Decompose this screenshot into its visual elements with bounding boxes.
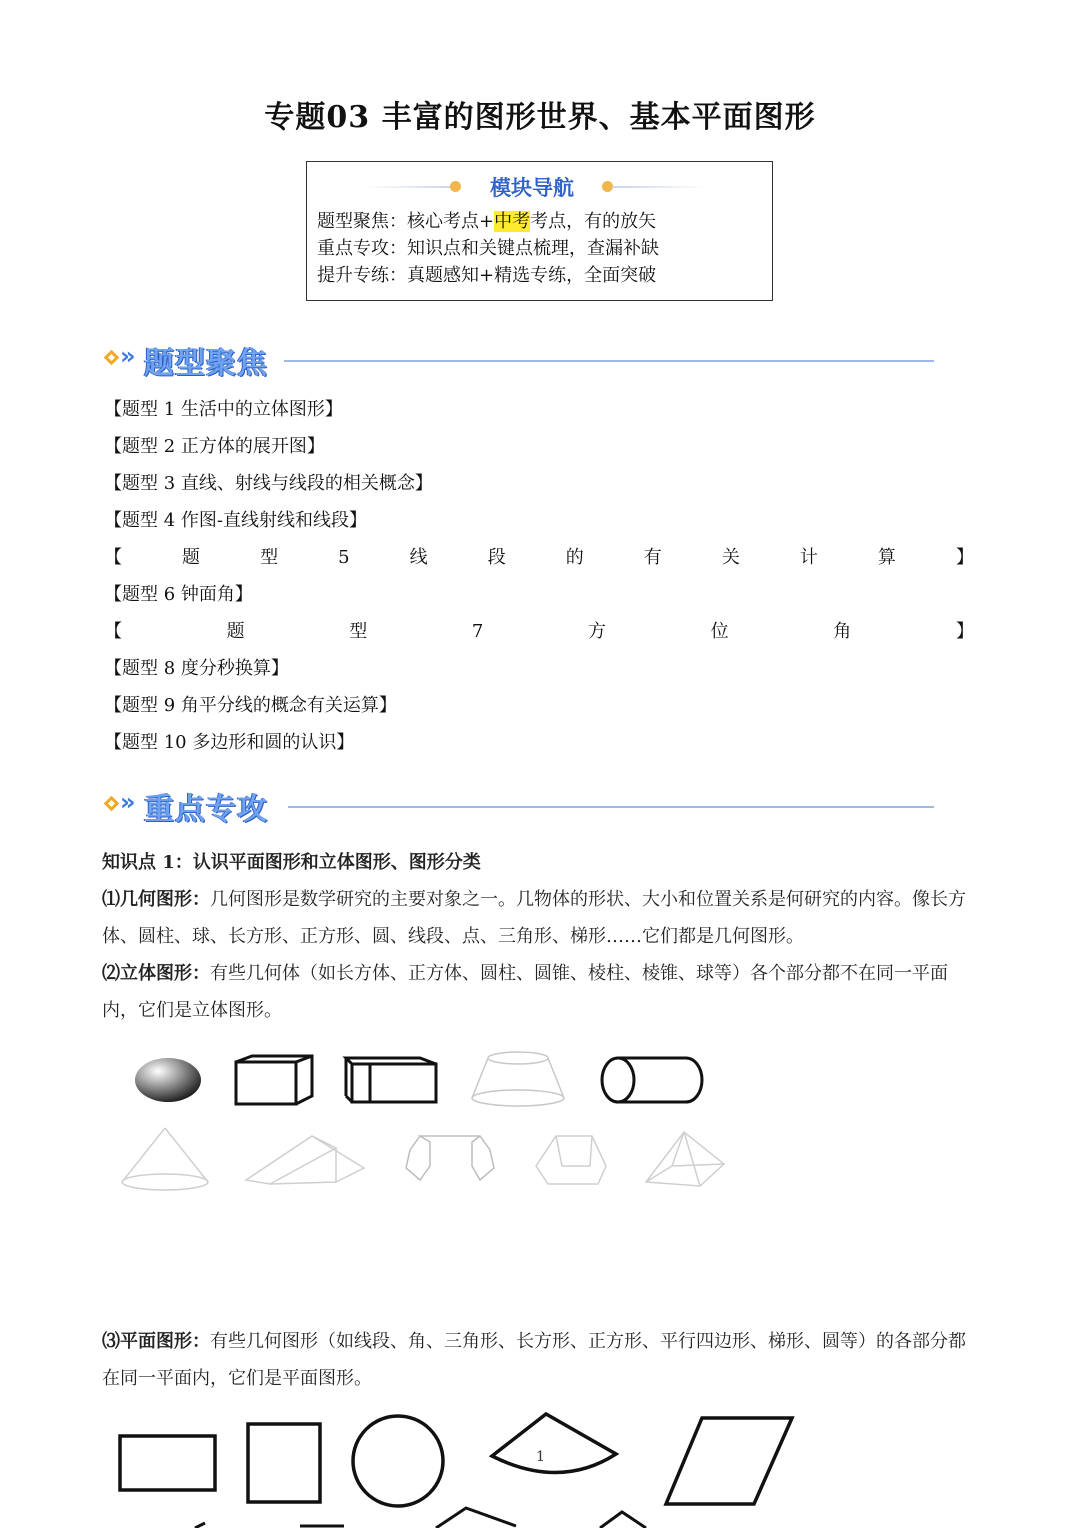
module-navigation-box <box>306 161 773 301</box>
cone-figure <box>122 1128 208 1190</box>
section-title-focus: 题型聚焦 <box>144 346 268 381</box>
knowledge-block-1 <box>102 844 982 1029</box>
nav-line: 提升专练：真题感知+精选专练，全面突破 <box>317 265 657 286</box>
chevron-right-icon: » <box>120 342 136 370</box>
cylinder-figure <box>602 1058 702 1102</box>
knowledge-title: 知识点 1：认识平面图形和立体图形、图形分类 <box>102 852 481 873</box>
nav-heading-row <box>307 172 772 200</box>
page-number: 1 <box>536 1449 545 1465</box>
nav-divider-right <box>612 186 707 188</box>
nav-line: 重点专攻：知识点和关键点梳理，查漏补缺 <box>317 238 659 259</box>
rectangle-figure <box>120 1436 215 1490</box>
square-figure <box>248 1424 320 1502</box>
paragraph-solid-figures: ⑵立体图形：有些几何体（如长方体、正方体、圆柱、圆锥、棱柱、棱锥、球等）各个部分都不在同一平面内，它们是立体图形。 <box>102 963 948 1021</box>
question-type-item: 【题型 4 作图-直线射线和线段】 <box>104 510 367 531</box>
question-type-item: 【题型 8 度分秒换算】 <box>104 658 289 679</box>
diamond-icon <box>104 350 120 366</box>
question-type-item: 【题型 10 多边形和圆的认识】 <box>104 732 355 753</box>
diamond-icon <box>104 796 120 812</box>
sector-figure <box>492 1414 616 1473</box>
section-header-focus <box>104 342 934 382</box>
question-type-item: 【题型 2 正方体的展开图】 <box>104 436 325 457</box>
nav-dot-left <box>450 181 461 192</box>
chevron-right-icon: » <box>120 788 136 816</box>
section-header-key <box>104 788 934 828</box>
section-title-key: 重点专攻 <box>144 792 268 827</box>
frustum-figure <box>472 1052 564 1106</box>
paragraph-plane-figures: ⑶平面图形：有些几何图形（如线段、角、三角形、长方形、正方形、平行四边形、梯形、圆等）的各部分都在同一平面内，它们是平面图形。 <box>102 1331 966 1389</box>
highlight-text: 中考 <box>494 211 531 232</box>
question-type-item: 【题型 3 直线、射线与线段的相关概念】 <box>104 473 433 494</box>
hexagonal-prism-figure <box>406 1136 494 1180</box>
nav-lines <box>317 208 659 289</box>
circle-figure <box>353 1416 443 1506</box>
sphere-figure <box>135 1058 201 1102</box>
nav-heading: 模块导航 <box>490 176 574 200</box>
question-type-list <box>104 396 974 766</box>
question-type-item: 【题型 9 角平分线的概念有关运算】 <box>104 695 397 716</box>
question-type-item-justified: 【 题 型 5 线 段 的 有 关 计 算 】 <box>104 547 974 568</box>
pentagonal-frustum-figure <box>536 1136 606 1184</box>
triangular-prism-figure <box>246 1136 364 1184</box>
question-type-item: 【题型 1 生活中的立体图形】 <box>104 399 343 420</box>
knowledge-block-plane <box>102 1323 982 1397</box>
section-divider <box>288 806 934 808</box>
page-title: 专题03 丰富的图形世界、基本平面图形 <box>264 100 816 135</box>
rectangular-prism-figure <box>346 1058 436 1102</box>
question-type-item-justified: 【 题 型 7 方 位 角 】 <box>104 621 974 642</box>
parallelogram-figure <box>666 1418 792 1504</box>
nav-line: 题型聚焦：核心考点+中考考点，有的放矢 <box>317 211 657 232</box>
question-type-item: 【题型 6 钟面角】 <box>104 584 253 605</box>
nav-divider-left <box>365 186 453 188</box>
cuboid-figure <box>236 1056 312 1104</box>
cropped-figures-row <box>195 1508 646 1528</box>
pyramid-figure <box>646 1132 724 1186</box>
section-divider <box>284 360 934 362</box>
paragraph-geometric-figures: ⑴几何图形：几何图形是数学研究的主要对象之一。几物体的形状、大小和位置关系是何研究的内容。像长方体、圆柱、球、长方形、正方形、圆、线段、点、三角形、梯形……它们都是几何图形。 <box>102 889 966 947</box>
